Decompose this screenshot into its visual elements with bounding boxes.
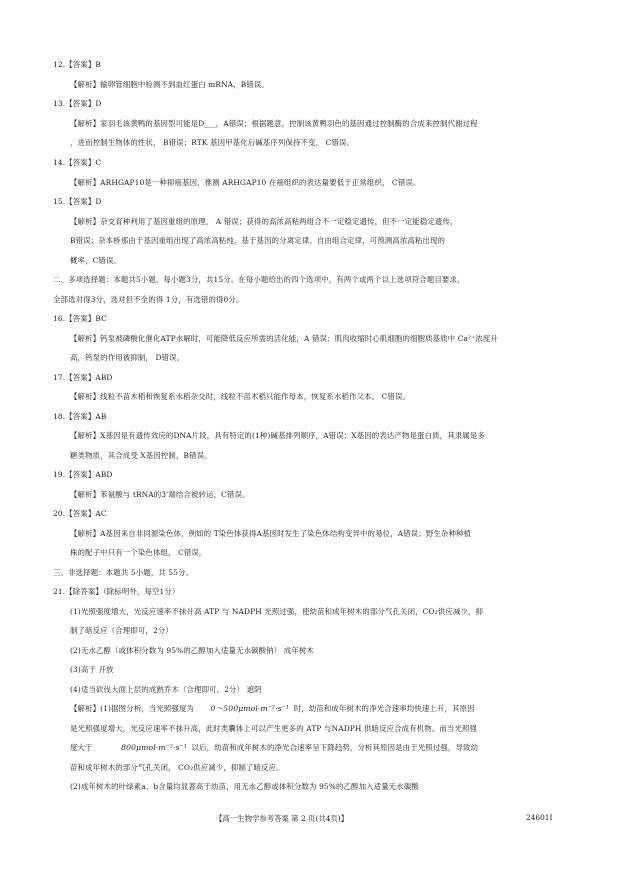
analysis-21-line3 <box>70 743 478 753</box>
analysis-16-line1: 【解析】钙泵被磷酸化催化ATP水解时，可能降低反应所需的活化能，A 错误；肌肉收缩时心肌细胞的细胞质基质中 Ca²⁺浓度升 <box>70 334 498 343</box>
analysis-18-line2: 糖类物质，其合成受 X基因控制，B错误。 <box>70 451 212 460</box>
analysis-21-line1-text-a: 【解析】(1)据图分析，当光照强度为 <box>70 704 195 713</box>
analysis-13-line1: 【解析】家羽毛该黄鸭的基因型可能是D___，A错误；根据题意，控制该黄鸭羽色的基因通过控制酶的合成来控制代谢过程 <box>70 119 478 128</box>
light-threshold-formula: 800μmol·m⁻²·s⁻¹ <box>121 743 188 752</box>
light-range-formula: 0～500μmol·m⁻²·s⁻¹ <box>210 704 290 713</box>
analysis-16-line2: 高，钙泵的作用被抑制， D错误。 <box>70 353 185 362</box>
analysis-21-line2: 是光照强度增大，光反应速率不抹升高，此时类囊体上可以产生更多的 ATP 与NADPH 供暗反应合成有机物。而当光照强 <box>70 724 478 733</box>
answer-15: 15.【答案】D <box>53 197 102 206</box>
analysis-14: 【解析】ARHGAP10是一种抑癌基因，推测 ARHGAP10 在癌组织的表达量要低于正常组织， C错误。 <box>70 178 421 187</box>
answer-19: 19.【答案】ABD <box>53 470 113 479</box>
analysis-18-line1: 【解析】X基因是有遗传效应的DNA片段，具有特定的(1种)碱基排列顺序，A错误；X基因的表达产物是蛋白质，其隶属是多 <box>70 431 485 440</box>
page-footer: 【高一生物学参考答案 第 2 页(共4页)】 <box>215 814 349 823</box>
analysis-20-line1: 【解析】A基因来自非同源染色体，例如的 T染色体获得A基因时发生了染色体结构变异中的易位，A错误；野生杂种种植 <box>70 529 472 538</box>
answer-21-2: (2)无水乙醇（或体积分数为 95%的乙醇加入适量无水碳酸钠） 成年树木 <box>70 646 314 655</box>
analysis-21-line1-text-b: 时，幼苗和成年树木的净光合速率均快速上升，其原因 <box>293 704 475 713</box>
answer-14: 14.【答案】C <box>53 158 102 167</box>
section-2-heading: 二、多项选择题：本题共5小题，每小题3分，共15分。在每小题给出的四个选项中，有两个或两个以上选项符合题目要求， <box>53 275 465 284</box>
section-2-scoring: 全部选对得3分，选对但不全的得 1分，有选错的得0分。 <box>53 295 244 304</box>
analysis-13-line2: ，进而控制生物体的性状， B错误；RTK 基因甲基化后碱基序列保持不变， C错误。 <box>70 138 355 147</box>
analysis-21-line1 <box>70 704 475 714</box>
answer-21-1-line1: (1)光照强度增大，光反应速率不抹升高 ATP 与 NADPH 光照过强，使幼苗和成年树木的部分气孔关闭，CO₂供应减少，抑 <box>70 607 484 616</box>
analysis-21-line4: 苗和成年树木的部分气孔关闭， CO₂供应减少，抑制了暗反应。 <box>70 763 284 772</box>
answer-21-1-line2: 制了暗反应（合理即可，2分） <box>70 626 173 635</box>
answer-17: 17.【答案】ABD <box>53 373 113 382</box>
answer-21-3: (3)高于 开放 <box>70 665 114 674</box>
analysis-17: 【解析】线粒不苗木稻和恢复系水稻杂交时，线粒不苗木稻只能作母本，恢复系水稻作父本。 C错误。 <box>70 392 411 401</box>
answer-21-4: (4)适当砍伐大面上层的成熟乔木（合理即可，2分） 遮阴 <box>70 685 262 694</box>
analysis-15-line1: 【解析】杂交育种利用了基因重组的原理， A 错误；获得的高浓高粘两组合不一定稳定遗传，但不一定能稳定遗传， <box>70 217 458 226</box>
analysis-19: 【解析】苯氨酸与 tRNA的3'端结合被转运，C错误。 <box>70 490 250 499</box>
analysis-21-2-line1: (2)成年树木的叶绿素a、b含量均显著高于幼苗，用无水乙醇或体积分数为 95%的乙醇加入适量无水碳酸 <box>70 782 419 791</box>
answer-13: 13.【答案】D <box>53 99 102 108</box>
analysis-21-line3-text-b: 以后，幼苗和成年树木的净光合速率呈下降趋势，分析其原因是由于光照过强，导致幼 <box>191 743 479 752</box>
analysis-20-line2: 株的配子中只有一个染色体组， C错误。 <box>70 548 207 557</box>
analysis-15-line2: B错误；杂本桥那由于基因重组出现了高浓高粘纯，基于基因的分离定律、自由组合定律，可预测高浓高粘出现的 <box>70 236 446 245</box>
answer-20: 20.【答案】AC <box>53 509 107 518</box>
answer-21: 21.【除答案】（除标明外，每空1分） <box>53 587 180 596</box>
answer-12: 12.【答案】B <box>53 60 101 69</box>
analysis-21-line3-text-a: 度大于 <box>70 743 93 752</box>
section-3-heading: 三、非选择题：本题共 5小题，共 55分。 <box>53 568 194 577</box>
answer-16: 16.【答案】BC <box>53 314 107 323</box>
analysis-15-line3: 概率，C错误。 <box>70 256 122 265</box>
document-code: 24601I <box>526 813 553 822</box>
answer-18: 18.【答案】AB <box>53 412 107 421</box>
analysis-12: 【解析】输卵管细胞中检测不到血红蛋白 mRNA，B错误。 <box>70 80 269 89</box>
